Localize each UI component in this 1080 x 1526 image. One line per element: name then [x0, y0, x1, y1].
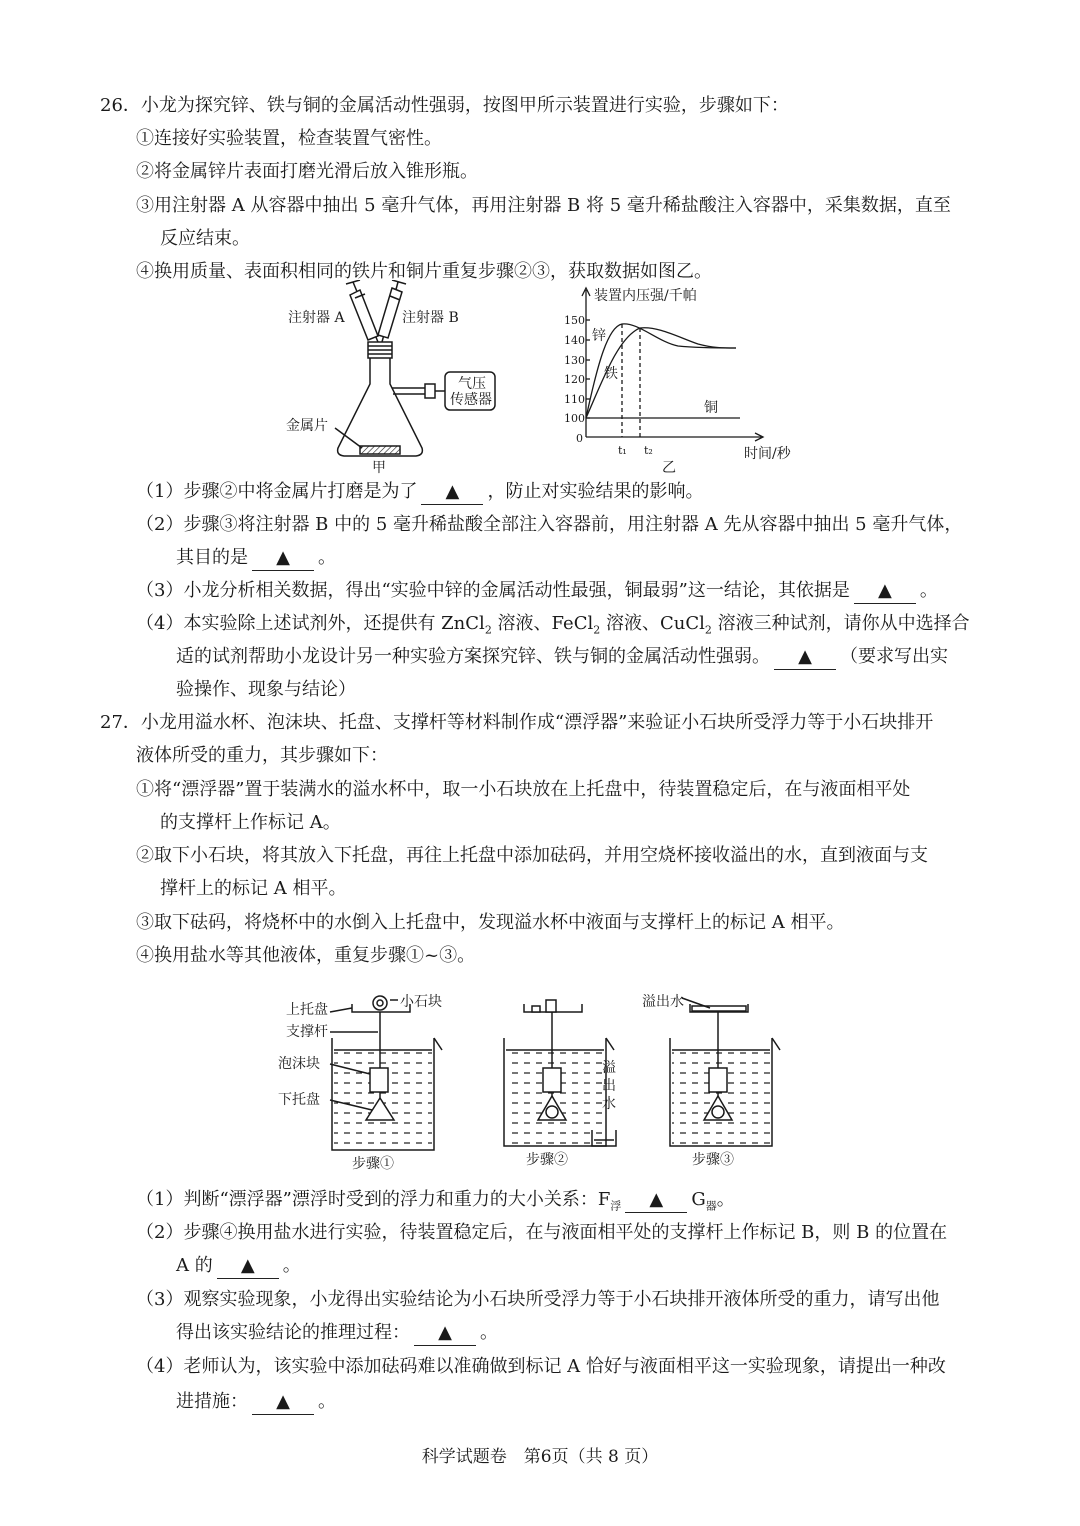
q26-sub1: （1）步骤②中将金属片打磨是为了 ▲ ，防止对实验结果的影响。 [136, 480, 703, 505]
stone-label: 小石块 [400, 994, 442, 1010]
overflow-label: 溢出水 [642, 994, 684, 1010]
ytick-120: 120 [564, 373, 585, 386]
q26-step-3-cont: 反应结束。 [160, 228, 250, 249]
answer-blank[interactable]: ▲ [774, 645, 836, 670]
q26-step-2: ②将金属锌片表面打磨光滑后放入锥形瓶。 [136, 161, 478, 182]
overflow-vertical-2: 出 [602, 1078, 616, 1094]
answer-blank[interactable]: ▲ [421, 480, 483, 505]
foam-label: 泡沫块 [278, 1056, 320, 1072]
zinc-label: 锌 [592, 328, 606, 344]
q27-step-4: ④换用盐水等其他液体，重复步骤①~③。 [136, 945, 476, 966]
q27-sub4: （4）老师认为，该实验中添加砝码难以准确做到标记 A 恰好与液面相平这一实验现象，请提出一种改 [136, 1356, 946, 1377]
xtick-t2: t₂ [644, 444, 653, 457]
x-axis-label: 时间/秒 [744, 446, 791, 462]
q26-sub2: （2）步骤③将注射器 B 中的 5 毫升稀盐酸全部注入容器前，用注射器 A 先从容器中抽出 5 毫升气体， [136, 514, 963, 535]
lower-tray-label: 下托盘 [278, 1092, 320, 1108]
q27-sub3: （3）观察实验现象，小龙得出实验结论为小石块所受浮力等于小石块排开液体所受的重力，请写出他 [136, 1289, 940, 1310]
q26-step-4: ④换用质量、表面积相同的铁片和铜片重复步骤②③，获取数据如图乙。 [136, 261, 712, 282]
ytick-0: 0 [576, 432, 583, 445]
ytick-110: 110 [564, 393, 585, 406]
q26-sub4: （4）本实验除上述试剂外，还提供有 ZnCl$_2$ 溶液、FeCl$_2$ 溶液、CuCl$_2$ 溶液三种试剂，请你从中选择合 [136, 613, 970, 637]
q27-step-1: ①将“漂浮器”置于装满水的溢水杯中，取一小石块放在上托盘中，待装置稳定后，在与液面相平处 [136, 779, 911, 800]
overflow-vertical-1: 溢 [602, 1060, 616, 1076]
rod-label: 支撑杆 [286, 1024, 328, 1040]
answer-blank[interactable]: ▲ [252, 546, 314, 571]
q27-sub4-cont: 进措施： ▲ 。 [176, 1390, 336, 1415]
step3-caption: 步骤③ [692, 1152, 734, 1168]
q27-sub3-cont: 得出该实验结论的推理过程： ▲ 。 [176, 1321, 498, 1346]
q27-step-2-cont: 撑杆上的标记 A 相平。 [160, 878, 347, 899]
step3-apparatus [670, 998, 780, 1146]
q27-step-1-cont: 的支撑杆上作标记 A。 [160, 812, 341, 833]
answer-blank[interactable]: ▲ [854, 579, 916, 604]
step2-caption: 步骤② [526, 1152, 568, 1168]
q26-step-3: ③用注射器 A 从容器中抽出 5 毫升气体，再用注射器 B 将 5 毫升稀盐酸注入容器中，采集数据，直至 [136, 195, 951, 216]
q26-sub3: （3）小龙分析相关数据，得出“实验中锌的金属活动性最强，铜最弱”这一结论，其依据是 ▲ 。 [136, 579, 938, 604]
q27-step-3: ③取下砝码，将烧杯中的水倒入上托盘中，发现溢水杯中液面与支撑杆上的标记 A 相平。 [136, 912, 845, 933]
metal-label: 金属片 [286, 418, 328, 434]
q27-step-2: ②取下小石块，将其放入下托盘，再往上托盘中添加砝码，并用空烧杯接收溢出的水，直到液面与支 [136, 845, 928, 866]
figure-caption-jia: 甲 [372, 460, 386, 475]
q26-intro: 26．小龙为探究锌、铁与铜的金属活动性强弱，按图甲所示装置进行实验，步骤如下： [100, 95, 789, 116]
q27-sub2: （2）步骤④换用盐水进行实验，待装置稳定后，在与液面相平处的支撑杆上作标记 B，则 B 的位置在 [136, 1222, 948, 1243]
y-axis-label: 装置内压强/千帕 [594, 288, 697, 304]
ytick-140: 140 [564, 334, 585, 347]
apparatus-figure-jia [280, 280, 510, 475]
figure-caption-yi: 乙 [662, 460, 676, 476]
ytick-130: 130 [564, 354, 585, 367]
syringe-a-icon [346, 280, 378, 342]
q27-sub1: （1）判断“漂浮器”漂浮时受到的浮力和重力的大小关系：$F_浮$ ▲ $G_器$。 [136, 1189, 735, 1213]
answer-blank[interactable]: ▲ [414, 1321, 476, 1346]
syringe-a-label: 注射器 A [288, 310, 345, 326]
q27-intro-cont: 液体所受的重力，其步骤如下： [136, 745, 388, 766]
pressure-graph-yi [558, 282, 808, 477]
q27-sub2-cont: A 的 ▲ 。 [176, 1254, 301, 1279]
step2-apparatus [504, 1000, 616, 1146]
xtick-t1: t₁ [618, 444, 627, 457]
sensor-label-line2: 传感器 [450, 392, 492, 408]
answer-blank[interactable]: ▲ [252, 1390, 314, 1415]
copper-label: 铜 [704, 400, 718, 416]
page-footer: 科学试题卷 第6页（共 8 页） [421, 1447, 659, 1467]
answer-blank[interactable]: ▲ [625, 1188, 687, 1213]
ytick-100: 100 [564, 412, 585, 425]
step1-apparatus [330, 996, 442, 1150]
q26-sub4-cont: 适的试剂帮助小龙设计另一种实验方案探究锌、铁与铜的金属活动性强弱。 ▲ （要求写出实 [176, 645, 948, 670]
q26-sub2-cont: 其目的是 ▲ 。 [176, 546, 336, 571]
floater-figures [270, 988, 790, 1173]
syringe-b-label: 注射器 B [402, 310, 459, 326]
sensor-label-line1: 气压 [458, 376, 486, 392]
ytick-150: 150 [564, 314, 585, 327]
q26-sub4-cont2: 验操作、现象与结论） [176, 679, 356, 700]
q26-step-1: ①连接好实验装置，检查装置气密性。 [136, 128, 442, 149]
upper-tray-label: 上托盘 [286, 1002, 328, 1018]
answer-blank[interactable]: ▲ [217, 1254, 279, 1279]
overflow-vertical-3: 水 [602, 1096, 616, 1112]
iron-label: 铁 [604, 366, 618, 382]
step1-caption: 步骤① [352, 1156, 394, 1172]
q27-intro: 27．小龙用溢水杯、泡沫块、托盘、支撑杆等材料制作成“漂浮器”来验证小石块所受浮力等于小石块排开 [100, 712, 934, 733]
